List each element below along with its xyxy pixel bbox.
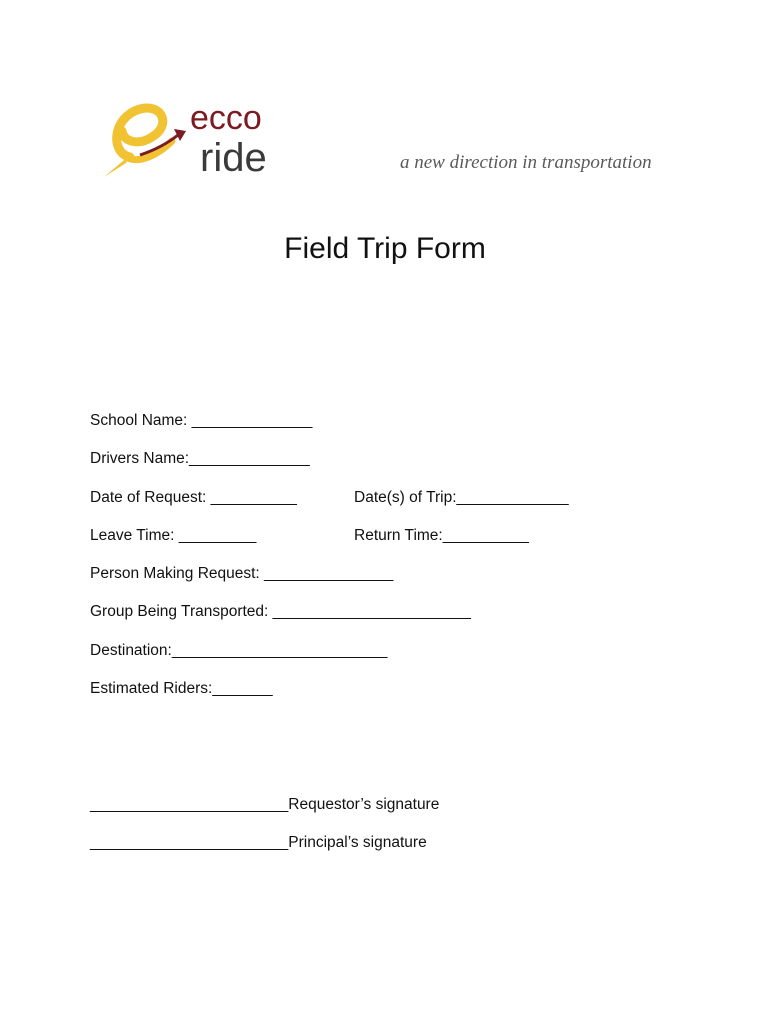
logo-graphic xyxy=(100,95,300,185)
requestor-signature-label: _______________________Requestor’s signature xyxy=(90,796,440,813)
page-title: Field Trip Form xyxy=(284,232,486,265)
group-being-transported-field[interactable] xyxy=(90,603,471,621)
logo-word-ecco: ecco xyxy=(190,99,262,137)
estimated-riders-label: Estimated Riders:_______ xyxy=(90,680,273,697)
dates-row xyxy=(90,489,569,507)
times-row xyxy=(90,527,529,545)
person-making-request-label: Person Making Request: _______________ xyxy=(90,565,394,582)
group-being-transported-label: Group Being Transported: _______________________ xyxy=(90,603,471,620)
drivers-name-label: Drivers Name:______________ xyxy=(90,450,310,467)
leave-time-field[interactable]: Leave Time: _________ xyxy=(90,527,257,544)
logo-word-ride: ride xyxy=(200,136,267,180)
drivers-name-field[interactable] xyxy=(90,450,310,468)
principal-signature-line[interactable] xyxy=(90,834,427,852)
dates-of-trip-field[interactable]: Date(s) of Trip:_____________ xyxy=(354,489,569,506)
tagline: a new direction in transportation xyxy=(400,152,652,173)
destination-field[interactable] xyxy=(90,642,387,660)
person-making-request-field[interactable] xyxy=(90,565,393,583)
logo-swoosh-point xyxy=(104,155,130,177)
date-of-request-field[interactable]: Date of Request: __________ xyxy=(90,489,297,506)
requestor-signature-line[interactable] xyxy=(90,796,439,814)
school-name-field[interactable] xyxy=(90,412,312,430)
principal-signature-label: _______________________Principal’s signature xyxy=(90,834,427,851)
destination-label: Destination:_________________________ xyxy=(90,642,388,659)
return-time-field[interactable]: Return Time:__________ xyxy=(354,527,529,544)
estimated-riders-field[interactable] xyxy=(90,680,273,698)
school-name-label: School Name: ______________ xyxy=(90,412,313,429)
ecco-ride-logo xyxy=(100,95,300,185)
